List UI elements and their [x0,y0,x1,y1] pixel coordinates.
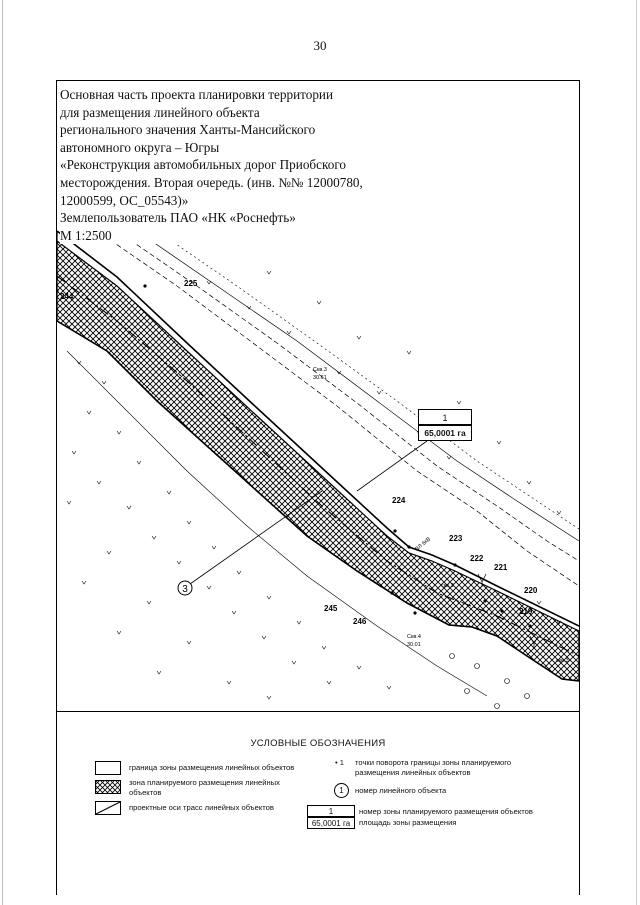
point-label-221: 221 [494,563,508,572]
map-label-a: скв.3 [441,583,454,589]
title-line: автономного округа – Югры [60,139,220,155]
title-line: 12000599, ОС_05543)» [60,192,189,208]
zone-callout-area: 65,0001 га [418,425,472,441]
legend-zone-symbol [95,780,121,794]
object-leader [190,491,322,584]
legend-object-circle [334,783,349,798]
point-label-219: 219 [519,607,533,616]
scan-edge-left [2,0,3,905]
comm-line-4 [157,231,579,529]
title-line: Основная часть проекта планировки территории [60,87,334,102]
well-elev-2: 30.01 [407,642,421,648]
legend-zone-callout-area: 65,0001 га [307,817,355,829]
zone-leader [357,441,427,491]
page-number: 30 [313,38,327,53]
point-label-223: 223 [449,534,463,543]
comm-line-5 [67,351,487,696]
legend-points-text [355,758,570,777]
legend-axis-symbol [95,801,121,815]
legend-points-line: размещения линейных объектов [355,767,471,777]
legend-object-sample: 1 [339,786,344,795]
title-line: Землепользователь ПАО «НК «Роснефть» [60,210,296,226]
scan-edge-right [636,0,637,905]
legend-point-dot: • [335,758,338,767]
title-line: регионального значения Ханты-Мансийского [60,122,316,138]
legend-point-number: 1 [339,758,345,767]
title-line: месторождения. Вторая очередь. (инв. №№ 12000780, [60,174,363,190]
legend-zone-line: зона планируемого размещения линейных [129,778,280,787]
legend-zone-line: объектов [129,787,162,797]
legend-boundary-text: граница зоны размещения линейных объектов [129,763,295,772]
legend-title: УСЛОВНЫЕ ОБОЗНАЧЕНИЯ [250,738,386,749]
point-label-224: 224 [392,496,406,505]
legend-boundary-symbol [95,761,121,775]
power-line-label: ВЛ 6кВ [414,536,432,553]
title-block [60,86,390,244]
legend-zone-callout-number: 1 [307,805,355,817]
point-label-244: 244 [60,292,74,301]
title-line: для размещения линейного объекта [60,104,260,120]
point-label-246: 246 [353,617,367,626]
legend-axes-text: проектные оси трасс линейных объектов [129,803,274,812]
legend-points-line: точки поворота границы зоны планируемого [355,758,512,767]
title-line: «Реконструкция автомобильных дорог Приобского [60,157,346,173]
legend-point-sample [335,758,344,768]
point-label-222: 222 [470,554,484,563]
object-number: 3 [182,584,188,595]
legend-zone-area-text: площадь зоны размещения [359,818,457,827]
well-label-2: Скв.4 [407,634,421,640]
point-label-245: 245 [324,604,338,613]
zone-callout-number: 1 [418,409,472,425]
point-label-220: 220 [524,586,538,595]
zone-callout [418,409,472,441]
scale-label: М 1:2500 [60,227,112,243]
point-label-225: 225 [184,279,198,288]
legend [57,711,579,895]
map-label-b: скв.3 [556,658,569,664]
zone-hatch [57,231,579,681]
well-label-1: Скв.3 [313,367,327,373]
legend-zone-number-text: номер зоны планируемого размещения объектов [359,807,533,816]
legend-zone-callout [307,805,355,829]
legend-object-text: номер линейного объекта [355,786,447,795]
legend-zone-text [129,778,329,797]
well-elev-1: 30.61 [313,375,327,381]
